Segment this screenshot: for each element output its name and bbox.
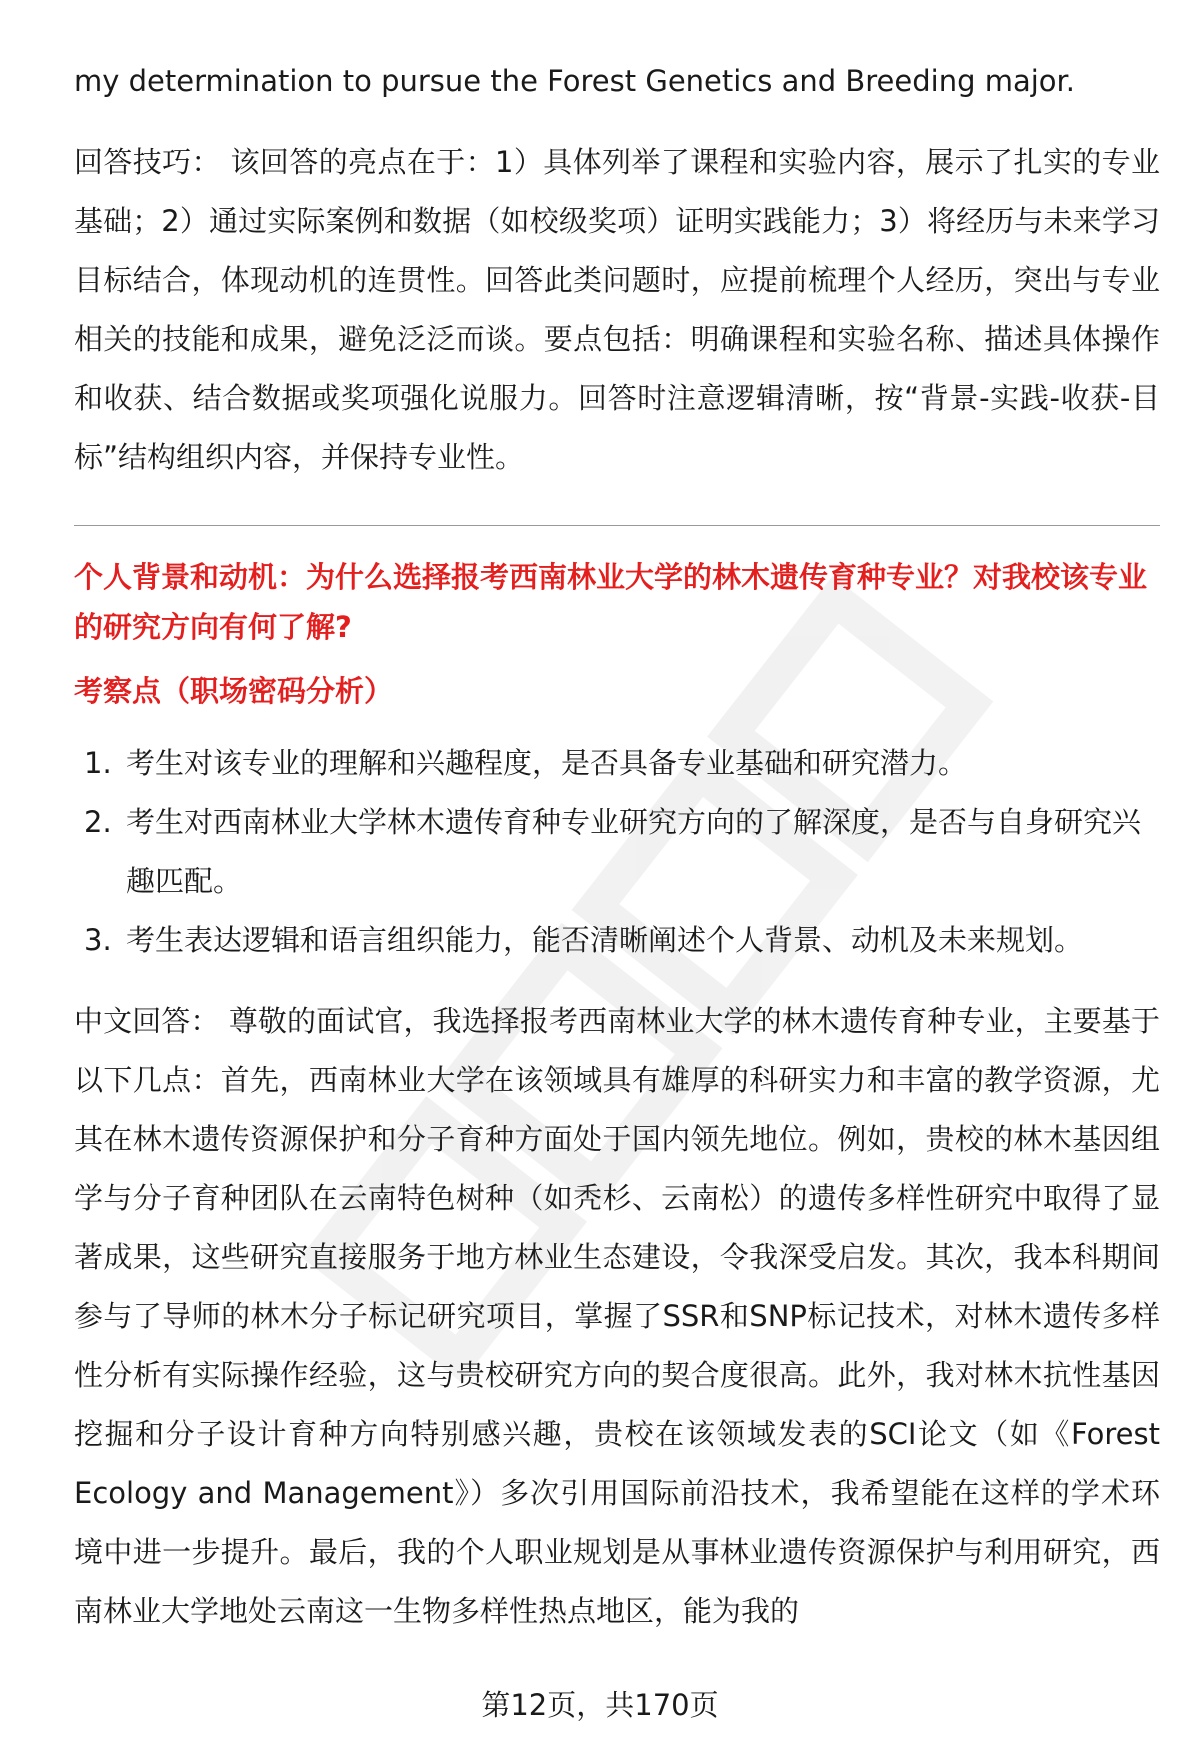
chinese-answer: 中文回答： 尊敬的面试官，我选择报考西南林业大学的林木遗传育种专业，主要基于以下几点：首先，西南林业大学在该领域具有雄厚的科研实力和丰富的教学资源，尤其在林木遗传资源保护和分子育种方面处于国内领先地位。例如，贵校的林木基因组学与分子育种团队在云南特色树种（如秃杉、云南松）的遗传多样性研究中取得了显著成果，这些研究直接服务于地方林业生态建设，令我深受启发。其次，我本科期间参与了导师的林木分子标记研究项目，掌握了SSR和SNP标记技术，对林木遗传多样性分析有实际操作经验，这与贵校研究方向的契合度很高。此外，我对林木抗性基因挖掘和分子设计育种方向特别感兴趣，贵校在该领域发表的SCI论文（如《Forest Ecology and Management》）多次引用国际前沿技术，我希望能在这样的学术环境中进一步提升。最后，我的个人职业规划是从事林业遗传资源保护与利用研究，西南林业大学地处云南这一生物多样性热点地区，能为我的	[74, 1004, 1160, 1628]
list-text: 考生对该专业的理解和兴趣程度，是否具备专业基础和研究潜力。	[126, 746, 968, 780]
exam-points-list	[74, 734, 1160, 970]
list-item	[74, 911, 1160, 970]
section-divider	[74, 525, 1160, 526]
document-page	[74, 52, 1160, 1641]
question-heading: 个人背景和动机：为什么选择报考西南林业大学的林木遗传育种专业？对我校该专业的研究方向有何了解?	[74, 560, 1148, 644]
tips-paragraph: 回答技巧： 该回答的亮点在于：1）具体列举了课程和实验内容，展示了扎实的专业基础；2）通过实际案例和数据（如校级奖项）证明实践能力；3）将经历与未来学习目标结合，体现动机的连贯性。回答此类问题时，应提前梳理个人经历，突出与专业相关的技能和成果，避免泛泛而谈。要点包括：明确课程和实验名称、描述具体操作和收获、结合数据或奖项强化说服力。回答时注意逻辑清晰，按“背景-实践-收获-目标”结构组织内容，并保持专业性。	[74, 145, 1160, 474]
list-item	[74, 793, 1160, 911]
list-item	[74, 734, 1160, 793]
list-number: 3.	[84, 923, 112, 957]
exam-points-heading: 考察点（职场密码分析）	[74, 674, 394, 708]
intro-line: my determination to pursue the Forest Genetics and Breeding major.	[74, 64, 1075, 98]
list-number: 1.	[84, 746, 112, 780]
page-footer: 第12页，共170页	[481, 1688, 719, 1722]
list-number: 2.	[84, 805, 112, 839]
list-text: 考生表达逻辑和语言组织能力，能否清晰阐述个人背景、动机及未来规划。	[126, 923, 1084, 957]
list-text: 考生对西南林业大学林木遗传育种专业研究方向的了解深度，是否与自身研究兴趣匹配。	[126, 805, 1142, 898]
